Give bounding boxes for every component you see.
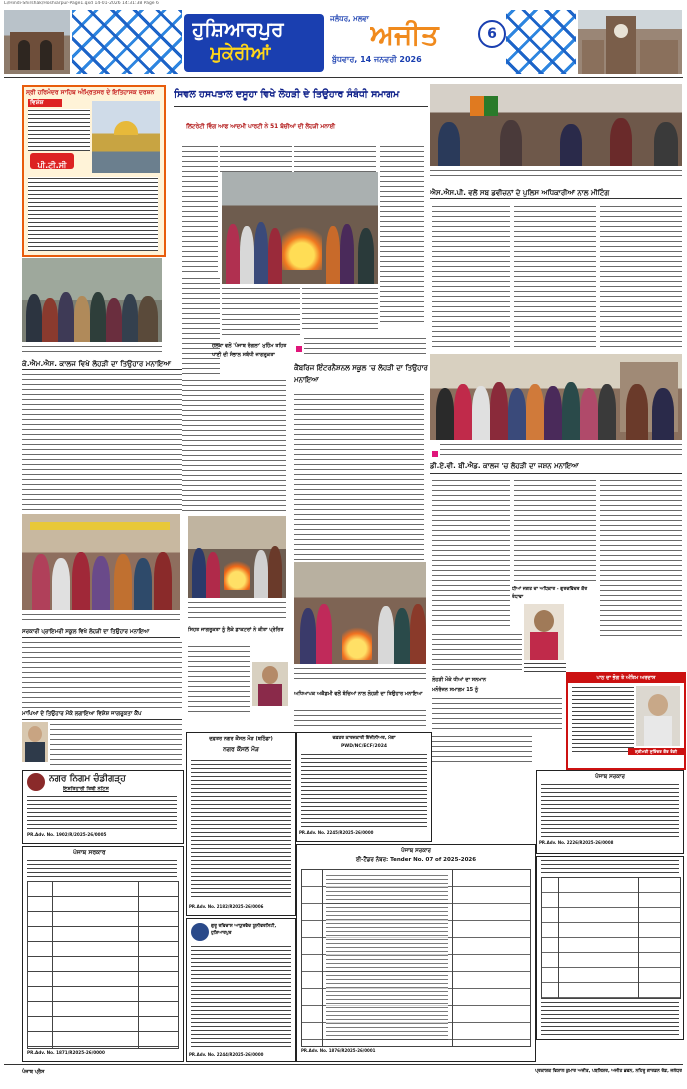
nagar-kaunsil-notice: [186, 732, 296, 916]
university-notice: [186, 918, 296, 1062]
obit-section-body: [432, 632, 522, 672]
punjab-sarkar-right-title: ਪੰਜਾਬ ਸਰਕਾਰ: [595, 774, 625, 780]
main-bonfire-photo: [222, 172, 378, 284]
dav-body-col2: [514, 478, 596, 582]
left-lohri-photo: [22, 514, 180, 610]
ssp-headline: ਐਸ.ਐਸ.ਪੀ. ਵਲੋਂ ਸਬ ਡਵੀਜ਼ਨਾਂ ਦੇ ਪੁਲਿਸ ਅਧਿਕਾਰੀਆਂ ਨਾਲ ਮੀਟਿੰਗ: [430, 188, 682, 199]
mothers-body: [50, 722, 182, 766]
lohri-small-headline: ਲੋਹੜੀ ਮੌਕੇ ਧੀਆਂ ਦਾ ਸਨਮਾਨ: [432, 677, 487, 683]
middle-portrait: [252, 662, 288, 706]
dav-caption: [440, 442, 682, 456]
ssp-body-col1: [432, 204, 510, 348]
promo-badge: [30, 153, 74, 169]
masthead-title-line2: ਮੁਕੇਰੀਆਂ: [210, 43, 271, 64]
main-subheadline: ਲਿਟਰੇਟੀ ਵਿੰਗ ਆਫ ਆਦਮੀ ਪਾਰਟੀ ਨੇ 51 ਬੱਚੀਆਂ ਦੀ ਲੋਹੜੀ ਮਨਾਈ: [186, 124, 335, 130]
paper-name-block: [326, 14, 476, 72]
ssp-body-col2: [514, 204, 596, 348]
promo-body: [28, 177, 158, 251]
left-lohri-caption: [22, 612, 180, 624]
side-body: [182, 378, 286, 514]
masthead-pattern: [72, 10, 182, 74]
page-number: 6: [487, 26, 497, 42]
right-notes: [432, 734, 532, 764]
page-number-badge: [478, 20, 506, 48]
punjab-sarkar-left-notice: [22, 846, 184, 1062]
pr-adv-4: PR.Adv. No. 2245/R2025-26/0000: [299, 830, 374, 835]
punjab-sarkar-right-notice: [536, 770, 684, 854]
punjab-sarkar-left-title: ਪੰਜਾਬ ਸਰਕਾਰ: [73, 849, 106, 856]
school-body: [22, 640, 182, 708]
trust-headline: ਅਧਿਆਪਕ ਅਕੈਡਮੀ ਵਲੋਂ ਬੱਚਿਆਂ ਨਾਲ ਲੋਹੜੀ ਦਾ ਤਿਉਹਾਰ ਮਨਾਇਆ: [294, 691, 423, 697]
obituary-portrait: [636, 686, 680, 746]
pr-adv-3: PR.Adv. No. 2244/R2025-26/0000: [189, 1052, 264, 1057]
masthead-title-line1: ਹੁਸ਼ਿਆਰਪੁਰ: [192, 17, 284, 41]
middle-lohri-photo: [188, 516, 286, 598]
file-info-line: Li/Hindi-Shirshak/Hoshiarpur-Page1.qxd 14-01-2026 14:31:38 Page 6: [4, 1, 159, 6]
dav-headline: ਡੀ.ਏ.ਵੀ. ਬੀ.ਐਡ. ਕਾਲਜ 'ਚ ਲੋਹੜੀ ਦਾ ਜਸ਼ਨ ਮਨਾਇਆ: [430, 460, 682, 474]
ssp-photo-caption: [430, 168, 682, 180]
nagar-nigam-body: [27, 795, 177, 829]
tender-middle-body: [301, 753, 427, 827]
kms-caption: [22, 344, 162, 356]
promo-badge-label: ਪੀ.ਟੀ.ਸੀ: [37, 161, 67, 170]
punjab-sarkar-left-table: [27, 881, 179, 1049]
bonfire-caption: [222, 286, 300, 310]
masthead-right-photo: [578, 10, 682, 74]
nagar-kaunsil-title: ਦਫ਼ਤਰ ਨਗਰ ਕੌਂਸਲ ਮੌੜ (ਬਠਿੰਡਾ): [209, 736, 273, 742]
paper-label: ਜਲੰਧਰ, ਮਲਵਾ: [330, 15, 369, 23]
right-table: [541, 877, 681, 999]
pr-adv-7: PR.Adv. No. 1871/R2025-26/0000: [27, 1050, 105, 1055]
masthead-pattern-right: [506, 10, 576, 74]
promo-box: [22, 85, 166, 257]
kms-body: [22, 372, 184, 512]
lohri-small-body: [432, 696, 562, 730]
date-inline: ਮਨੋਰੰਜਨ ਸਮਾਗਮ 15 ਨੂੰ: [432, 687, 479, 693]
mothers-headline: ਮਾਪਿਆਂ ਦੇ ਤਿਉਹਾਰ ਮੌਕੇ ਲਗਾਇਆ ਵਿਸ਼ੇਸ਼ ਜਾਗਰੂਕਤਾ ਕੈਂਪ: [22, 710, 182, 720]
dav-group-photo: [430, 354, 682, 440]
masthead-left-photo: [4, 10, 70, 74]
trust-body: [294, 708, 426, 726]
masthead-date: ਬੁੱਧਵਾਰ, 14 ਜਨਵਰੀ 2026: [332, 55, 422, 64]
main-body-col2b: [302, 286, 378, 330]
dav-body-col1: [432, 478, 510, 628]
dav-body-col3: [600, 478, 682, 638]
main-body-col1c: [222, 312, 300, 336]
school-headline: ਸਰਕਾਰੀ ਪ੍ਰਾਇਮਰੀ ਸਕੂਲ ਵਿਖੇ ਲੋਹੜੀ ਦਾ ਤਿਉਹਾਰ ਮਨਾਇਆ: [22, 628, 180, 638]
cambridge-body: [294, 392, 424, 560]
right-table-footer: [541, 1001, 679, 1035]
obituary-box: [566, 672, 686, 770]
obituary-text: [572, 686, 634, 754]
cambridge-caption: [304, 336, 426, 356]
promo-title: ਸ੍ਰੀ ਹਰਿਮੰਦਰ ਸਾਹਿਬ ਅੰਮ੍ਰਿਤਸਰ ਦੇ ਇਤਿਹਾਸਕ ਦਰਸ਼ਨ: [26, 89, 155, 96]
main-body-col1: [182, 144, 218, 274]
obit-small-caption: [524, 662, 566, 672]
obituary-header: ਪਾਠ ਦਾ ਭੋਗ ਤੇ ਅੰਤਿਮ ਅਰਦਾਸ: [568, 674, 684, 683]
right-table-header: [541, 859, 679, 875]
tender-office: ਦਫ਼ਤਰ ਕਾਰਜਕਾਰੀ ਇੰਜੀਨੀਅਰ, ਮੋਗਾ: [332, 736, 396, 741]
nagar-nigam-notice: [22, 770, 184, 844]
tender-number: ਈ-ਟੈਂਡਰ ਨੰਬਰ: Tender No. 07 of 2025-2026: [355, 857, 477, 863]
obituary-name: ਸ਼੍ਰੀਮਤੀ ਸੁਰਿੰਦਰ ਕੌਰ ਰੰਗੀ: [628, 748, 684, 755]
punjab-sarkar-right-table-notice: [536, 856, 684, 1040]
main-body-col2: [294, 144, 376, 172]
ssp-body-col3: [600, 204, 682, 348]
nagar-kaunsil-body: [191, 759, 291, 899]
masthead-rule: [4, 77, 683, 78]
main-body-col1b: [220, 144, 292, 172]
footer-right: ਪ੍ਰਕਾਸ਼ਕ ਵਿਸ਼ਾਲ ਕੁਮਾਰ ਅਜੀਤ, ਪਬਲਿਸ਼ਰ, ਅਜੀਤ ਭਵਨ, ਨਹਿਰੂ ਗਾਰਡਨ ਰੋਡ, ਜਲੰਧਰ: [535, 1069, 682, 1074]
promo-text: [28, 109, 90, 151]
tender-table: [301, 869, 531, 1047]
bottom-middle-photo: [294, 562, 426, 664]
ssp-meeting-photo: [430, 84, 682, 166]
pr-adv-6: PR.Adv. No. 2226/R2025-26/0008: [539, 840, 614, 845]
pr-adv-2: PR.Adv. No. 2182/R2025-26/0006: [189, 904, 264, 909]
obit-headline: ਧੀਆਂ ਜਗਤ ਦਾ ਅਧਿਕਾਰ - ਗੁਰਦਵਿੰਦਰ ਕੌਰ ਰੰਧਾਵਾ: [512, 587, 588, 600]
pr-adv-1: PR.Adv. No. 1902/R/2025-26/0005: [27, 832, 107, 837]
nagar-nigam-title: ਨਗਰ ਨਿਗਮ ਚੰਡੀਗੜ੍ਹ: [49, 774, 126, 784]
paper-name: ਅਜੀਤ: [370, 18, 439, 51]
nagar-kaunsil-subtitle: ਨਗਰ ਕੌਂਸਲ ਮੌੜ: [223, 746, 259, 753]
masthead-title-block: [184, 14, 324, 72]
pr-adv-5: PR.Adv. No. 1876/R2025-26/0001: [301, 1048, 376, 1053]
golden-temple-photo: [92, 101, 160, 173]
main-body-col0: [182, 276, 220, 376]
university-title: ਗੁਰੂ ਰਵਿਦਾਸ ਆਯੁਰਵੈਦ ਯੂਨੀਵਰਸਿਟੀ, ਹੁਸ਼ਿਆਰਪੁਰ: [211, 924, 277, 936]
punjab-sarkar-right-body: [541, 783, 679, 837]
tender-ref: PWD/NC/ECF/2024: [341, 744, 387, 749]
footer-rule: [4, 1064, 683, 1065]
promo-tag: ਵਿਸ਼ੇਸ਼: [28, 99, 62, 107]
main-headline: ਸਿਵਲ ਹਸਪਤਾਲ ਦਸੂਹਾ ਵਿਖੇ ਲੋਹੜੀ ਦੇ ਤਿਉਹਾਰ ਸੰਬੰਧੀ ਸਮਾਗਮ: [174, 84, 428, 107]
punjab-sarkar-left-body: [27, 859, 177, 879]
cambridge-headline: ਕੈਂਬਰਿਜ ਇੰਟਰਨੈਸ਼ਨਲ ਸਕੂਲ 'ਚ ਲੋਹੜੀ ਦਾ ਤਿਉਹਾਰ ਮਨਾਇਆ: [294, 364, 428, 384]
main-body-col3: [380, 144, 424, 324]
middle-lohri-body: [188, 600, 286, 622]
tender-notice-bottom: [296, 844, 536, 1062]
tender-notice-middle: [296, 732, 432, 842]
university-body: [191, 945, 291, 1049]
obit-small-portrait: [524, 604, 564, 660]
mothers-portrait: [22, 722, 48, 762]
kms-headline: ਕੇ.ਐਮ.ਐਸ. ਕਾਲਜ ਵਿਖੇ ਲੋਹੜੀ ਦਾ ਤਿਉਹਾਰ ਮਨਾਇਆ: [22, 358, 184, 370]
kms-group-photo: [22, 258, 162, 342]
nagar-nigam-subtitle: ਇਸ਼ਤਿਹਾਰੀ ਤਿਥੀ ਨੋਟਿਸ: [63, 786, 109, 792]
punjab-sarkar-tender-title: ਪੰਜਾਬ ਸਰਕਾਰ: [401, 848, 431, 854]
cambridge-caption-mark: [296, 338, 302, 357]
middle-small-body: [188, 644, 250, 714]
side-headline: ਹਲਕਾ ਵਲੋਂ 'ਪੰਜਾਬ ਰੰਗਲਾ' ਮੁਹਿੰਮ ਤਹਿਤ ਪਾਣੀ ਦੀ ਸੰਭਾਲ ਸਬੰਧੀ ਜਾਗਰੂਕਤਾ: [212, 343, 287, 358]
bottom-middle-caption: [294, 666, 426, 682]
footer-left: ਪੰਜਾਬ ਪ੍ਰੈਸ: [22, 1069, 45, 1075]
masthead: [0, 8, 687, 76]
middle-small-headline: ਸਿਹਤ ਜਾਗਰੂਕਤਾ ਨੂੰ ਲੈਕੇ ਡਾਕਟਰਾਂ ਨੇ ਕੀਤਾ ਪ੍ਰੇਰਿਤ: [188, 627, 284, 633]
